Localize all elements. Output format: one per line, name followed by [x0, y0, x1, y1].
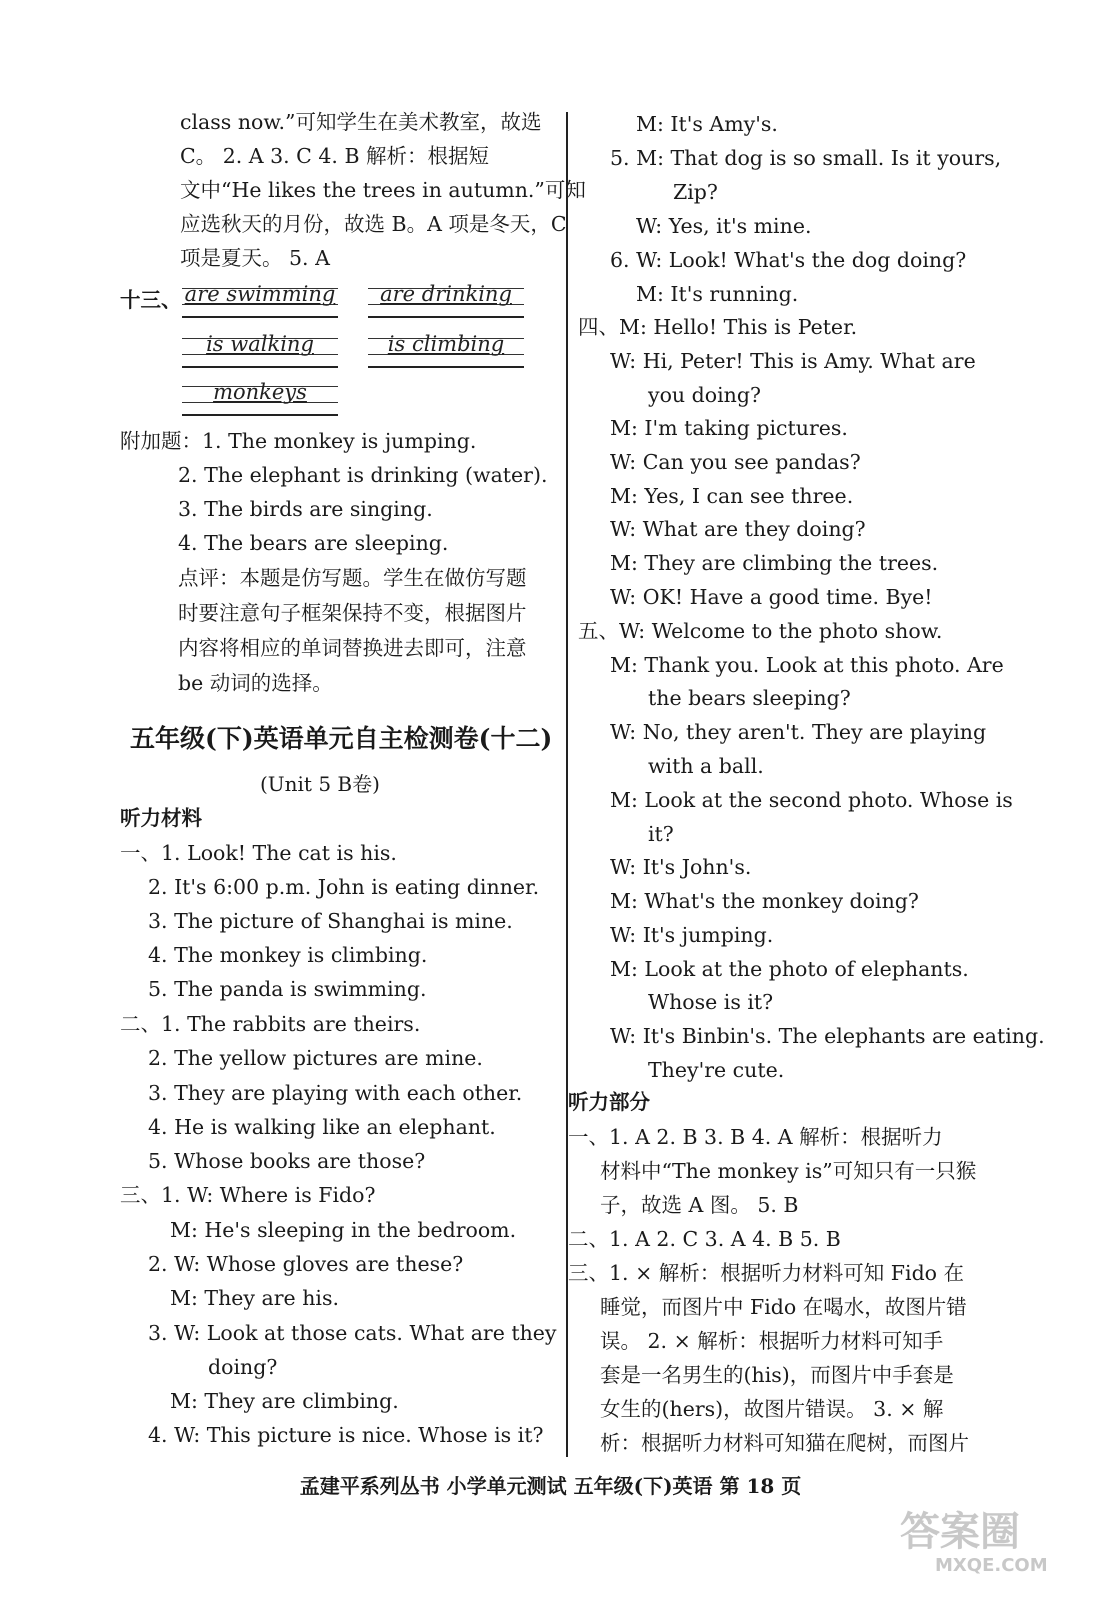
dialogue-line: W: It's jumping. — [610, 923, 774, 947]
answer-line: 子，故选 A 图。 5. B — [600, 1193, 799, 1217]
watermark-url: MXQE.COM — [935, 1555, 1048, 1576]
dialogue-line: 6. W: Look! What's the dog doing? — [610, 248, 967, 272]
handwritten-answer: are drinking — [368, 282, 524, 318]
answer-line: 误。 2. × 解析：根据听力材料可知手 — [600, 1329, 944, 1353]
test-title: 五年级(下)英语单元自主检测卷(十二) — [130, 724, 553, 753]
comment-line: be 动词的选择。 — [178, 671, 333, 695]
listening-line: 5. The panda is swimming. — [148, 977, 427, 1001]
dialogue-line: 5. M: That dog is so small. Is it yours, — [610, 146, 1002, 170]
dialogue-line: the bears sleeping? — [648, 686, 851, 710]
answer-line: 二、1. A 2. C 3. A 4. B 5. B — [568, 1227, 841, 1251]
answer-line: 一、1. A 2. B 3. B 4. A 解析：根据听力 — [568, 1125, 943, 1149]
dialogue-line: Zip? — [673, 180, 718, 204]
dialogue-line: W: Yes, it's mine. — [636, 214, 812, 238]
watermark-logo: 答案圈 — [900, 1509, 1020, 1555]
dialogue-line: W: No, they aren't. They are playing — [610, 720, 987, 744]
extra-question-line: 4. The bears are sleeping. — [178, 531, 449, 555]
handwritten-answer: is walking — [182, 332, 338, 368]
handwritten-answer: monkeys — [182, 380, 338, 416]
dialogue-line: W: It's Binbin's. The elephants are eating. — [610, 1024, 1045, 1048]
listening-line: 5. Whose books are those? — [148, 1149, 426, 1173]
text-line: C。 2. A 3. C 4. B 解析：根据短 — [180, 144, 490, 168]
dialogue-line: 五、W: Welcome to the photo show. — [578, 619, 943, 643]
listening-line: 3. They are playing with each other. — [148, 1081, 523, 1105]
text-line: 应选秋天的月份，故选 B。A 项是冬天，C — [180, 212, 567, 236]
listening-line: 2. W: Whose gloves are these? — [148, 1252, 464, 1276]
column-divider — [566, 112, 568, 1457]
listening-line: 二、1. The rabbits are theirs. — [120, 1012, 421, 1036]
dialogue-line: W: It's John's. — [610, 855, 752, 879]
extra-question-line: 附加题：1. The monkey is jumping. — [120, 429, 477, 453]
text-line: class now.”可知学生在美术教室，故选 — [180, 110, 542, 134]
listening-line: 4. W: This picture is nice. Whose is it? — [148, 1423, 544, 1447]
dialogue-line: They're cute. — [648, 1058, 785, 1082]
section-13-label: 十三、 — [120, 288, 182, 312]
dialogue-line: M: I'm taking pictures. — [610, 416, 848, 440]
dialogue-line: M: Look at the second photo. Whose is — [610, 788, 1013, 812]
listening-line: 2. The yellow pictures are mine. — [148, 1046, 483, 1070]
extra-question-line: 2. The elephant is drinking (water). — [178, 463, 548, 487]
comment-line: 点评：本题是仿写题。学生在做仿写题 — [178, 566, 527, 590]
answer-line: 材料中“The monkey is”可知只有一只猴 — [600, 1159, 977, 1183]
extra-question-line: 3. The birds are singing. — [178, 497, 433, 521]
dialogue-line: M: Thank you. Look at this photo. Are — [610, 653, 1004, 677]
listening-line: 三、1. W: Where is Fido? — [120, 1183, 376, 1207]
listening-line: 一、1. Look! The cat is his. — [120, 841, 397, 865]
answer-line: 三、1. × 解析：根据听力材料可知 Fido 在 — [568, 1261, 965, 1285]
answers-heading: 听力部分 — [568, 1090, 650, 1114]
dialogue-line: you doing? — [648, 383, 761, 407]
dialogue-line: M: Yes, I can see three. — [610, 484, 854, 508]
dialogue-line: M: They are climbing the trees. — [610, 551, 939, 575]
dialogue-line: M: What's the monkey doing? — [610, 889, 919, 913]
handwritten-answer: is climbing — [368, 332, 524, 368]
dialogue-line: W: OK! Have a good time. Bye! — [610, 585, 933, 609]
listening-heading: 听力材料 — [120, 806, 202, 830]
dialogue-line: 四、M: Hello! This is Peter. — [578, 315, 858, 339]
dialogue-line: W: Hi, Peter! This is Amy. What are — [610, 349, 976, 373]
listening-line: M: They are climbing. — [170, 1389, 399, 1413]
dialogue-line: with a ball. — [648, 754, 764, 778]
listening-line: 3. W: Look at those cats. What are they — [148, 1321, 557, 1345]
page-footer: 孟建平系列丛书 小学单元测试 五年级(下)英语 第 18 页 — [299, 1474, 802, 1498]
comment-line: 内容将相应的单词替换进去即可，注意 — [178, 636, 527, 660]
listening-line: doing? — [208, 1355, 278, 1379]
answer-line: 套是一名男生的(his)，而图片中手套是 — [600, 1363, 954, 1387]
answer-line: 女生的(hers)，故图片错误。 3. × 解 — [600, 1397, 944, 1421]
test-subtitle: (Unit 5 B卷) — [260, 772, 380, 796]
listening-line: M: He's sleeping in the bedroom. — [170, 1218, 517, 1242]
listening-line: 2. It's 6:00 p.m. John is eating dinner. — [148, 875, 540, 899]
dialogue-line: W: What are they doing? — [610, 517, 866, 541]
dialogue-line: M: It's running. — [636, 282, 799, 306]
text-line: 项是夏天。 5. A — [180, 246, 330, 270]
listening-line: 4. He is walking like an elephant. — [148, 1115, 496, 1139]
listening-line: M: They are his. — [170, 1286, 339, 1310]
dialogue-line: it? — [648, 822, 674, 846]
listening-line: 4. The monkey is climbing. — [148, 943, 428, 967]
handwritten-answer: are swimming — [182, 282, 338, 318]
dialogue-line: Whose is it? — [648, 990, 774, 1014]
listening-line: 3. The picture of Shanghai is mine. — [148, 909, 513, 933]
answer-line: 析：根据听力材料可知猫在爬树，而图片 — [600, 1431, 969, 1455]
answer-line: 睡觉，而图片中 Fido 在喝水，故图片错 — [600, 1295, 967, 1319]
dialogue-line: M: It's Amy's. — [636, 112, 778, 136]
text-line: 文中“He likes the trees in autumn.”可知 — [180, 178, 586, 202]
dialogue-line: M: Look at the photo of elephants. — [610, 957, 969, 981]
comment-line: 时要注意句子框架保持不变，根据图片 — [178, 601, 527, 625]
dialogue-line: W: Can you see pandas? — [610, 450, 861, 474]
